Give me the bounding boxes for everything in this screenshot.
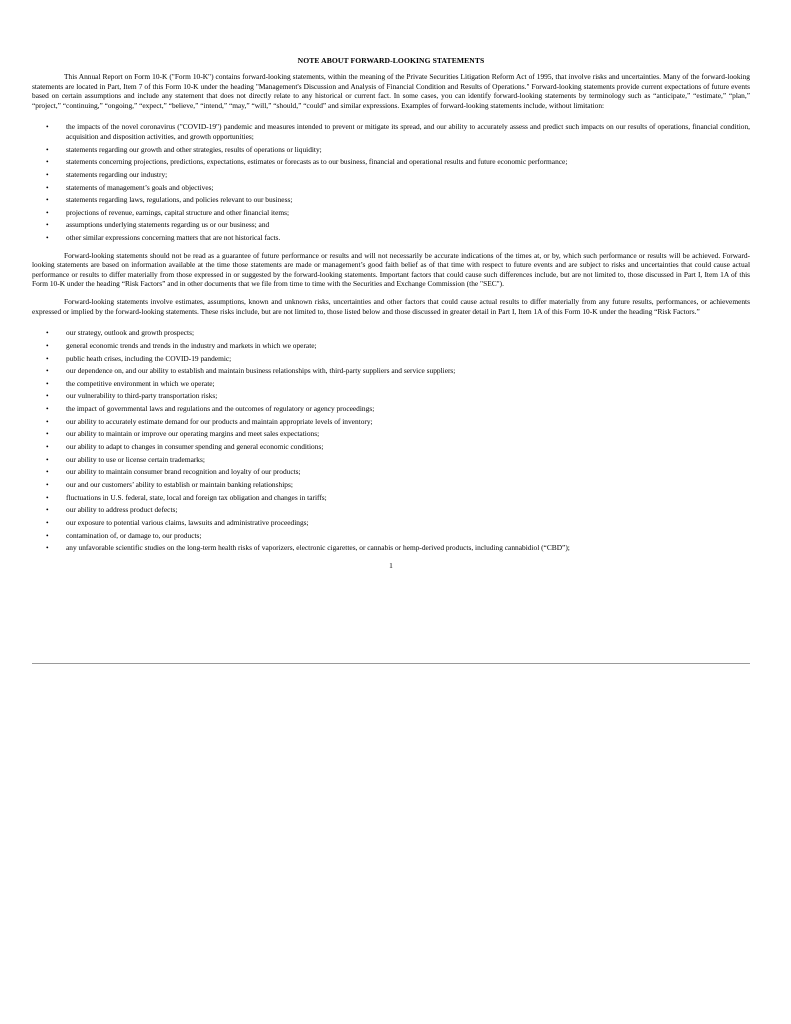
- paragraph-guarantee: Forward-looking statements should not be read as a guarantee of future performance or results and will not necessarily be accurate indications of the times at, or by, which such performance or results will be achieved. Forward-looking statements are based on information available at the time those statements are made or management’s good faith belief as of that time with respect to future events and are subject to risks and uncertainties that could cause actual performance or results to differ materially from those expressed in or suggested by the forward-looking statements. Important factors that could cause such differences include, but are not limited to, those discussed in Part I, Item 1A of this Form 10-K under the heading “Risk Factors” and in other documents that we file from time to time with the Securities and Exchange Commission (the "SEC").: [32, 250, 750, 289]
- bullet-icon: •: [46, 220, 49, 230]
- bullet-icon: •: [46, 479, 49, 489]
- list-item: [32, 195, 750, 205]
- list-item: [32, 157, 750, 167]
- list-item-text: statements regarding our industry;: [66, 169, 168, 179]
- list-item-text: the impacts of the novel coronavirus ("COVID-19") pandemic and measures intended to prevent or mitigate its spread, and our ability to accurately assess and predict such impacts on our results of operations, financial condition, acquisition and disposition activities, and growth opportunities;: [66, 122, 750, 141]
- risks-list: [32, 328, 750, 552]
- list-item: [32, 341, 750, 351]
- bullet-icon: •: [46, 467, 49, 477]
- list-item: [32, 417, 750, 427]
- bullet-icon: •: [46, 353, 49, 363]
- list-item: [32, 467, 750, 477]
- list-item: [32, 531, 750, 541]
- list-item-text: public heath crises, including the COVID-19 pandemic;: [66, 353, 232, 363]
- bullet-icon: •: [46, 340, 49, 350]
- bullet-icon: •: [46, 144, 49, 154]
- list-item: [32, 183, 750, 193]
- bullet-icon: •: [46, 505, 49, 515]
- list-item-text: general economic trends and trends in the industry and markets in which we operate;: [66, 340, 317, 350]
- list-item-text: statements regarding our growth and other strategies, results of operations or liquidity;: [66, 144, 322, 154]
- bullet-icon: •: [46, 543, 49, 553]
- list-item-text: our dependence on, and our ability to establish and maintain business relationships with, third-party suppliers and service suppliers;: [66, 366, 456, 376]
- list-item: [32, 480, 750, 490]
- list-item: [32, 518, 750, 528]
- page-divider: [32, 663, 750, 664]
- bullet-icon: •: [46, 492, 49, 502]
- list-item: [32, 379, 750, 389]
- list-item-text: statements concerning projections, predictions, expectations, estimates or forecasts as to our business, financial and operational results and future economic performance;: [66, 157, 568, 167]
- bullet-icon: •: [46, 207, 49, 217]
- list-item-text: our ability to maintain consumer brand recognition and loyalty of our products;: [66, 467, 301, 477]
- examples-list: [32, 122, 750, 242]
- bullet-icon: •: [46, 169, 49, 179]
- list-item: [32, 429, 750, 439]
- list-item-text: our ability to maintain or improve our operating margins and meet sales expectations;: [66, 429, 320, 439]
- bullet-icon: •: [46, 195, 49, 205]
- bullet-icon: •: [46, 429, 49, 439]
- bullet-icon: •: [46, 157, 49, 167]
- bullet-icon: •: [46, 517, 49, 527]
- list-item-text: the competitive environment in which we operate;: [66, 378, 215, 388]
- list-item-text: our ability to accurately estimate demand for our products and maintain appropriate levels of inventory;: [66, 416, 373, 426]
- list-item: [32, 391, 750, 401]
- list-item-text: our and our customers’ ability to establish or maintain banking relationships;: [66, 479, 293, 489]
- bullet-icon: •: [46, 530, 49, 540]
- list-item: [32, 543, 750, 553]
- list-item: [32, 354, 750, 364]
- list-item: [32, 366, 750, 376]
- list-item: [32, 505, 750, 515]
- list-item: [32, 328, 750, 338]
- intro-paragraph: This Annual Report on Form 10-K ("Form 10-K") contains forward-looking statements, within the meaning of the Private Securities Litigation Reform Act of 1995, that involve risks and uncertainties. Many of the forward-looking statements are located in Part, Item 7 of this Form 10-K under the heading "Management's Discussion and Analysis of Financial Condition and Results of Operations." Forward-looking statements provide current expectations of future events based on certain assumptions and include any statement that does not directly relate to any historical or current fact. In some cases, you can identify forward-looking statements by terminology such as “anticipate,” “estimate,” “plan,” “project,” “continuing,” “ongoing,” “expect,” “believe,” “intend,” “may,” “will,” “should,” “could” and similar expressions. Examples of forward-looking statements include, without limitation:: [32, 72, 750, 110]
- list-item-text: our exposure to potential various claims, lawsuits and administrative proceedings;: [66, 517, 309, 527]
- list-item: [32, 145, 750, 155]
- bullet-icon: •: [46, 122, 49, 132]
- bullet-icon: •: [46, 391, 49, 401]
- bullet-icon: •: [46, 442, 49, 452]
- bullet-icon: •: [46, 233, 49, 243]
- bullet-icon: •: [46, 182, 49, 192]
- list-item: [32, 493, 750, 503]
- list-item-text: our strategy, outlook and growth prospects;: [66, 328, 195, 338]
- list-item-text: our vulnerability to third-party transportation risks;: [66, 391, 218, 401]
- list-item-text: other similar expressions concerning matters that are not historical facts.: [66, 233, 281, 243]
- list-item-text: statements of management’s goals and objectives;: [66, 182, 214, 192]
- list-item-text: fluctuations in U.S. federal, state, local and foreign tax obligation and changes in tariffs;: [66, 492, 327, 502]
- list-item-text: assumptions underlying statements regarding us or our business; and: [66, 220, 270, 230]
- list-item: [32, 442, 750, 452]
- list-item-text: the impact of governmental laws and regulations and the outcomes of regulatory or agency proceedings;: [66, 404, 375, 414]
- list-item: [32, 404, 750, 414]
- bullet-icon: •: [46, 454, 49, 464]
- list-item: [32, 233, 750, 243]
- bullet-icon: •: [46, 378, 49, 388]
- bullet-icon: •: [46, 404, 49, 414]
- list-item-text: any unfavorable scientific studies on the long-term health risks of vaporizers, electronic cigarettes, or cannabis or hemp-derived products, including cannabidiol (“CBD”);: [66, 543, 570, 553]
- list-item-text: contamination of, or damage to, our products;: [66, 530, 202, 540]
- paragraph-risks: Forward-looking statements involve estimates, assumptions, known and unknown risks, uncertainties and other factors that could cause actual results to differ materially from any future results, performances, or achievements expressed or implied by the forward-looking statements. These risks include, but are not limited to, those listed below and those discussed in greater detail in Part I, Item 1A of this Form 10-K under the heading “Risk Factors.”: [32, 297, 750, 316]
- list-item-text: projections of revenue, earnings, capital structure and other financial items;: [66, 207, 290, 217]
- bullet-icon: •: [46, 416, 49, 426]
- document-page: [32, 56, 750, 570]
- list-item: [32, 208, 750, 218]
- list-item-text: our ability to address product defects;: [66, 505, 178, 515]
- list-item: [32, 122, 750, 141]
- list-item-text: statements regarding laws, regulations, and policies relevant to our business;: [66, 195, 293, 205]
- list-item-text: our ability to adapt to changes in consumer spending and general economic conditions;: [66, 442, 324, 452]
- bullet-icon: •: [46, 328, 49, 338]
- list-item: [32, 455, 750, 465]
- list-item: [32, 220, 750, 230]
- list-item-text: our ability to use or license certain trademarks;: [66, 454, 205, 464]
- bullet-icon: •: [46, 366, 49, 376]
- list-item: [32, 170, 750, 180]
- page-title: NOTE ABOUT FORWARD-LOOKING STATEMENTS: [297, 56, 485, 65]
- page-number: 1: [389, 560, 393, 570]
